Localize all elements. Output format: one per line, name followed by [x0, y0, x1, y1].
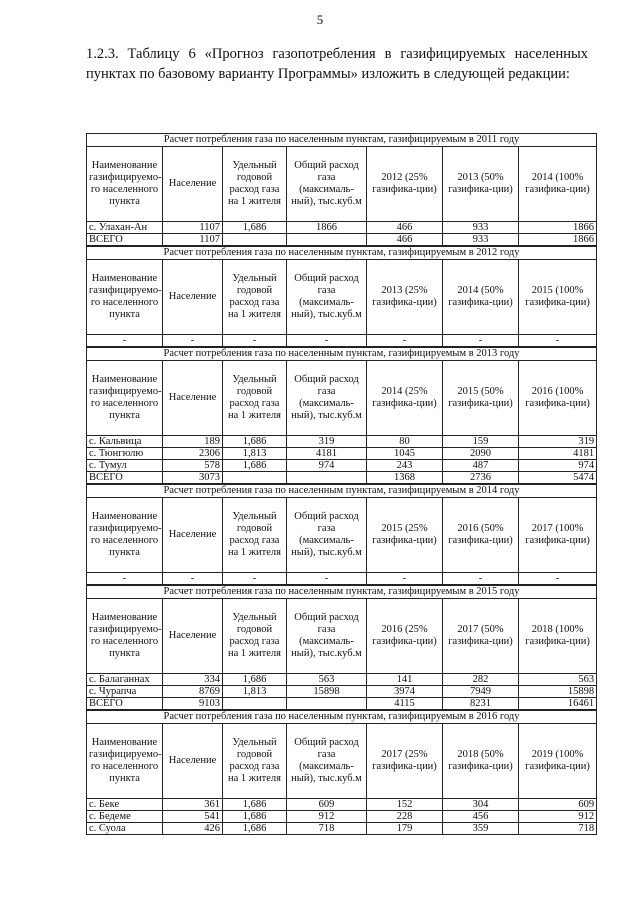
table-cell: 426	[163, 823, 223, 835]
table-cell: 1,686	[223, 460, 287, 472]
table-cell: 609	[287, 799, 367, 811]
table-cell: 179	[367, 823, 443, 835]
column-header: Удельный годовой расход газа на 1 жителя	[223, 361, 287, 436]
table-cell: 933	[443, 234, 519, 246]
table-cell: 1045	[367, 448, 443, 460]
column-header: 2017 (100% газифика-ции)	[519, 498, 597, 573]
table-cell: 912	[519, 811, 597, 823]
column-header: 2019 (100% газифика-ции)	[519, 724, 597, 799]
column-header: Общий расход газа (максималь-ный), тыс.куб.м	[287, 498, 367, 573]
table-caption: Расчет потребления газа по населенным пунктам, газифицируемым в 2011 году	[87, 134, 597, 147]
table-row	[87, 686, 597, 698]
table-cell: 80	[367, 436, 443, 448]
table-caption: Расчет потребления газа по населенным пунктам, газифицируемым в 2013 году	[87, 348, 597, 361]
table-caption: Расчет потребления газа по населенным пунктам, газифицируемым в 2016 году	[87, 711, 597, 724]
table-cell: -	[223, 573, 287, 585]
consumption-table	[86, 585, 597, 710]
column-header: Общий расход газа (максималь-ный), тыс.куб.м	[287, 147, 367, 222]
table-row	[87, 222, 597, 234]
consumption-table	[86, 710, 597, 835]
table-cell: 319	[519, 436, 597, 448]
column-header: 2016 (25% газифика-ции)	[367, 599, 443, 674]
table-row	[87, 460, 597, 472]
table-cell: 456	[443, 811, 519, 823]
consumption-table	[86, 133, 597, 246]
table-cell: 9103	[163, 698, 223, 710]
table-cell: с. Тюнгюлю	[87, 448, 163, 460]
column-header: 2015 (25% газифика-ции)	[367, 498, 443, 573]
table-cell: с. Кальвица	[87, 436, 163, 448]
table-cell: 563	[287, 674, 367, 686]
table-cell: -	[367, 335, 443, 347]
table-cell: с. Тумул	[87, 460, 163, 472]
table-cell: -	[287, 573, 367, 585]
table-cell: 466	[367, 222, 443, 234]
column-header: Наименование газифицируемо-го населенного пункта	[87, 147, 163, 222]
column-header: Удельный годовой расход газа на 1 жителя	[223, 498, 287, 573]
table-cell: 2736	[443, 472, 519, 484]
table-cell	[223, 234, 287, 246]
column-header: Население	[163, 498, 223, 573]
table-cell: 3073	[163, 472, 223, 484]
table-cell: с. Суола	[87, 823, 163, 835]
column-header: Наименование газифицируемо-го населенного пункта	[87, 724, 163, 799]
table-cell: -	[223, 335, 287, 347]
table-cell: 1866	[287, 222, 367, 234]
table-cell: 4181	[519, 448, 597, 460]
column-header: Общий расход газа (максималь-ный), тыс.куб.м	[287, 260, 367, 335]
table-caption: Расчет потребления газа по населенным пунктам, газифицируемым в 2012 году	[87, 247, 597, 260]
column-header: 2016 (100% газифика-ции)	[519, 361, 597, 436]
table-cell: с. Улахан-Ан	[87, 222, 163, 234]
column-header: Общий расход газа (максималь-ный), тыс.куб.м	[287, 361, 367, 436]
table-cell: 912	[287, 811, 367, 823]
table-caption: Расчет потребления газа по населенным пунктам, газифицируемым в 2015 году	[87, 586, 597, 599]
table-cell: 2090	[443, 448, 519, 460]
table-cell: 141	[367, 674, 443, 686]
intro-paragraph: 1.2.3. Таблицу 6 «Прогноз газопотребления в газифицируемых населенных пунктах по базовому варианту Программы» изложить в следующей редакции:	[86, 46, 588, 82]
table-cell: 334	[163, 674, 223, 686]
table-cell: 152	[367, 799, 443, 811]
consumption-table	[86, 347, 597, 484]
page-number: 5	[316, 12, 324, 27]
table-cell: -	[87, 573, 163, 585]
consumption-table	[86, 246, 597, 347]
table-cell: -	[163, 573, 223, 585]
table-cell	[223, 472, 287, 484]
table-cell: 4181	[287, 448, 367, 460]
table-cell: -	[519, 573, 597, 585]
table-cell	[287, 698, 367, 710]
column-header: Удельный годовой расход газа на 1 жителя	[223, 147, 287, 222]
column-header: 2017 (50% газифика-ции)	[443, 599, 519, 674]
column-header: Общий расход газа (максималь-ный), тыс.куб.м	[287, 599, 367, 674]
table-cell: 718	[519, 823, 597, 835]
table-cell: 1,686	[223, 222, 287, 234]
table-cell: 1,686	[223, 811, 287, 823]
table-row	[87, 436, 597, 448]
table-cell: 1,813	[223, 686, 287, 698]
column-header: Общий расход газа (максималь-ный), тыс.куб.м	[287, 724, 367, 799]
table-cell: с. Бедеме	[87, 811, 163, 823]
column-header: 2014 (100% газифика-ции)	[519, 147, 597, 222]
column-header: 2013 (25% газифика-ции)	[367, 260, 443, 335]
table-cell: -	[287, 335, 367, 347]
table-cell: 1866	[519, 234, 597, 246]
table-cell: 487	[443, 460, 519, 472]
table-cell: 974	[287, 460, 367, 472]
table-cell: 974	[519, 460, 597, 472]
table-cell: 1368	[367, 472, 443, 484]
column-header: Наименование газифицируемо-го населенного пункта	[87, 599, 163, 674]
table-cell: -	[163, 335, 223, 347]
table-cell: 15898	[287, 686, 367, 698]
table-cell: 304	[443, 799, 519, 811]
table-cell: 228	[367, 811, 443, 823]
table-cell: 4115	[367, 698, 443, 710]
table-cell: ВСЕГО	[87, 472, 163, 484]
table-row	[87, 698, 597, 710]
table-cell: 466	[367, 234, 443, 246]
table-row	[87, 573, 597, 585]
column-header: Наименование газифицируемо-го населенного пункта	[87, 361, 163, 436]
table-cell: 578	[163, 460, 223, 472]
table-cell: 1,813	[223, 448, 287, 460]
column-header: Удельный годовой расход газа на 1 жителя	[223, 260, 287, 335]
table-cell: 361	[163, 799, 223, 811]
table-cell: ВСЕГО	[87, 234, 163, 246]
table-row	[87, 799, 597, 811]
column-header: Население	[163, 599, 223, 674]
table-cell: 609	[519, 799, 597, 811]
consumption-table	[86, 484, 597, 585]
table-cell: с. Беке	[87, 799, 163, 811]
table-cell: 159	[443, 436, 519, 448]
table-cell: 3974	[367, 686, 443, 698]
table-caption: Расчет потребления газа по населенным пунктам, газифицируемым в 2014 году	[87, 485, 597, 498]
table-cell: -	[519, 335, 597, 347]
table-cell: -	[443, 573, 519, 585]
table-row	[87, 674, 597, 686]
column-header: Удельный годовой расход газа на 1 жителя	[223, 724, 287, 799]
table-cell	[287, 234, 367, 246]
table-cell: ВСЕГО	[87, 698, 163, 710]
column-header: 2015 (100% газифика-ции)	[519, 260, 597, 335]
table-cell: 1107	[163, 234, 223, 246]
table-row	[87, 811, 597, 823]
table-cell: 1107	[163, 222, 223, 234]
table-cell: 243	[367, 460, 443, 472]
column-header: Население	[163, 361, 223, 436]
table-cell: 933	[443, 222, 519, 234]
table-cell: 282	[443, 674, 519, 686]
table-cell: 1866	[519, 222, 597, 234]
table-row	[87, 335, 597, 347]
forecast-tables	[86, 133, 596, 835]
table-cell: 8231	[443, 698, 519, 710]
table-cell: 16461	[519, 698, 597, 710]
column-header: Удельный годовой расход газа на 1 жителя	[223, 599, 287, 674]
table-cell: 319	[287, 436, 367, 448]
table-cell: 1,686	[223, 436, 287, 448]
table-row	[87, 472, 597, 484]
column-header: Наименование газифицируемо-го населенного пункта	[87, 260, 163, 335]
table-cell: 5474	[519, 472, 597, 484]
table-cell: 1,686	[223, 799, 287, 811]
column-header: Население	[163, 724, 223, 799]
table-cell	[223, 698, 287, 710]
column-header: Население	[163, 147, 223, 222]
column-header: 2014 (50% газифика-ции)	[443, 260, 519, 335]
table-cell: 541	[163, 811, 223, 823]
table-row	[87, 234, 597, 246]
column-header: 2018 (100% газифика-ции)	[519, 599, 597, 674]
table-cell: с. Чурапча	[87, 686, 163, 698]
column-header: 2013 (50% газифика-ции)	[443, 147, 519, 222]
table-row	[87, 823, 597, 835]
table-cell: -	[367, 573, 443, 585]
table-cell: 15898	[519, 686, 597, 698]
table-cell: -	[443, 335, 519, 347]
table-row	[87, 448, 597, 460]
table-cell: 2306	[163, 448, 223, 460]
column-header: 2018 (50% газифика-ции)	[443, 724, 519, 799]
table-cell: 563	[519, 674, 597, 686]
column-header: Население	[163, 260, 223, 335]
column-header: 2014 (25% газифика-ции)	[367, 361, 443, 436]
table-cell: -	[87, 335, 163, 347]
column-header: Наименование газифицируемо-го населенного пункта	[87, 498, 163, 573]
column-header: 2015 (50% газифика-ции)	[443, 361, 519, 436]
column-header: 2017 (25% газифика-ции)	[367, 724, 443, 799]
table-cell: 8769	[163, 686, 223, 698]
table-cell: 359	[443, 823, 519, 835]
column-header: 2016 (50% газифика-ции)	[443, 498, 519, 573]
table-cell: 189	[163, 436, 223, 448]
table-cell: 1,686	[223, 674, 287, 686]
table-cell: 718	[287, 823, 367, 835]
column-header: 2012 (25% газифика-ции)	[367, 147, 443, 222]
table-cell: с. Балаганнах	[87, 674, 163, 686]
table-cell	[287, 472, 367, 484]
table-cell: 1,686	[223, 823, 287, 835]
table-cell: 7949	[443, 686, 519, 698]
